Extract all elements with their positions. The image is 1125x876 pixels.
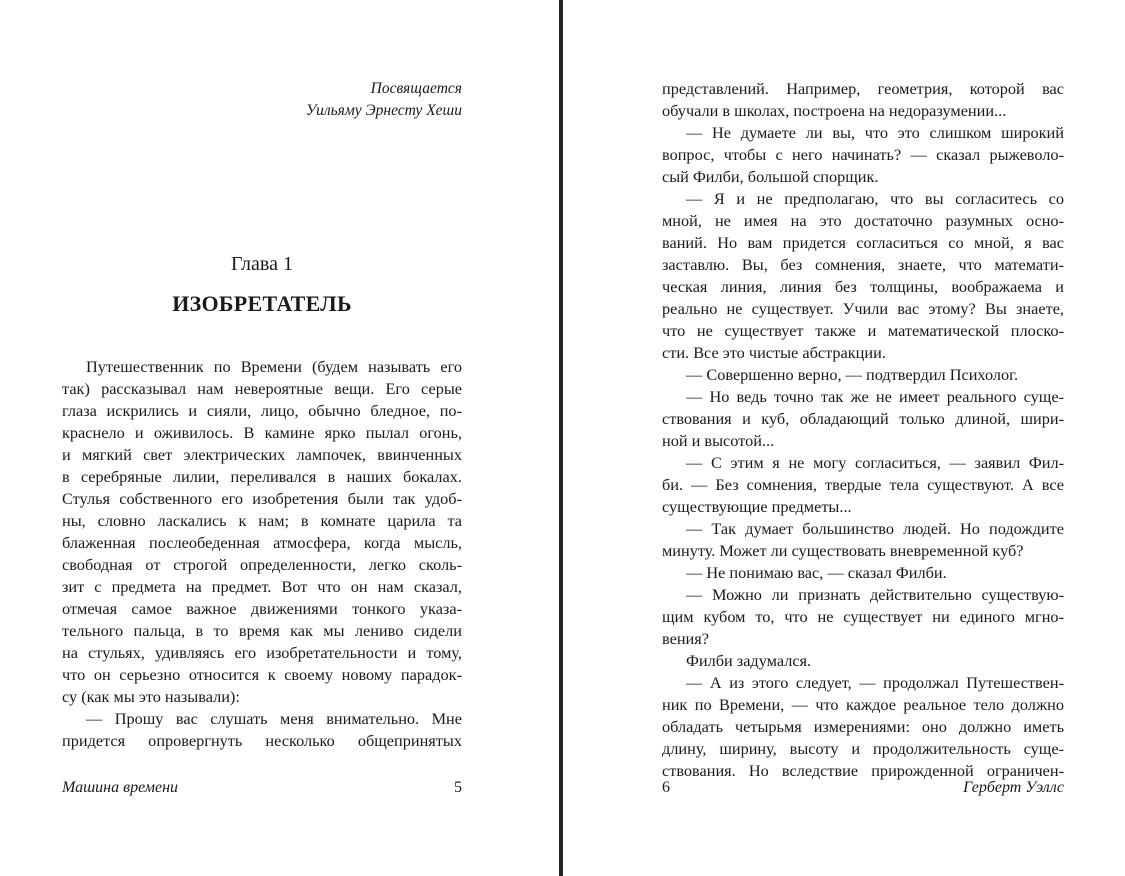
text-line: блаженная послеобеденная атмосфера, когда мысль, [62,533,462,552]
text-line: ческая линия, линия без толщины, воображаема и [662,277,1064,296]
text-line: глаза искрились и сияли, лицо, обычно бледное, по- [62,401,462,420]
text-line: минуту. Может ли существовать вневременной куб? [662,541,1024,560]
left-page [62,0,462,876]
text-line: ствования и куб, обладающий только длиной, шири- [662,409,1064,428]
text-line: сти. Все это чистые абстракции. [662,343,886,362]
page-gutter [559,0,563,876]
text-line: зит с предмета на предмет. Вот что он нам сказал, [62,577,462,596]
dedication-line: Посвящается [370,80,462,97]
text-line: ны, словно ласкались к нам; в комнате царила та [62,511,462,530]
chapter-number: Глава 1 [231,253,293,275]
text-line: мной, не имея на это достаточно разумных осно- [662,211,1064,230]
text-line: и мягкий свет электрических лампочек, ввинченных [62,445,462,464]
text-line: — Не понимаю вас, — сказал Филби. [686,563,947,582]
text-line: ник по Времени, — что каждое реальное тело должно [662,695,1064,714]
text-line: би. — Без сомнения, твердые тела существуют. А все [662,475,1064,494]
left-page-body [62,356,462,752]
footer-book-title: Машина времени [62,779,179,796]
text-line: длину, ширину, высоту и продолжительность суще- [662,739,1064,758]
page-number-right: 6 [662,779,670,796]
right-page-body [662,78,1064,782]
text-line: реально не существует. Учили вас этому? Вы знаете, [662,299,1064,318]
text-line: щим кубом то, что не существует ни единого мгно- [662,607,1064,626]
text-line: вопрос, чтобы с него начинать? — сказал рыжеволо- [662,145,1064,164]
text-line: обладать четырьмя измерениями: оно должно иметь [662,717,1064,736]
text-line: — А из этого следует, — продолжал Путешествен- [686,673,1064,692]
text-line: су (как мы это называли): [62,687,240,706]
text-line: — Но ведь точно так же не имеет реального суще- [686,387,1064,406]
text-line: представлений. Например, геометрия, которой вас [662,79,1064,98]
text-line: краснело и оживилось. В камине ярко пылал огонь, [62,423,462,442]
text-line: придется опровергнуть несколько общепринятых [62,731,462,750]
text-line: ваний. Но вам придется согласиться со мной, я вас [662,233,1064,252]
dedication-line: Уильяму Эрнесту Хеши [305,102,462,119]
text-line: Стулья собственного его изобретения были так удоб- [62,489,462,508]
text-line: что он серьезно относится к своему новому парадок- [62,665,462,684]
page-number-left: 5 [454,779,462,796]
footer-author: Герберт Уэллс [963,779,1064,796]
right-page [662,0,1064,876]
text-line: сый Филби, большой спорщик. [662,167,879,186]
text-line: на стульях, удивляясь его изобретательности и тому, [62,643,462,662]
text-line: обучали в школах, построена на недоразумении... [662,101,1007,120]
text-line: — Не думаете ли вы, что это слишком широкий [686,123,1064,142]
text-line: — С этим я не могу согласиться, — заявил Фил- [686,453,1064,472]
text-line: так) рассказывал нам невероятные вещи. Его серые [62,379,462,398]
text-line: ствования. Но вследствие прирожденной ограничен- [662,761,1064,780]
text-line: тельного пальца, в то время как мы лениво сидели [62,621,462,640]
text-line: свободная от строгой определенности, легко сколь- [62,555,462,574]
text-line: — Можно ли признать действительно существую- [686,585,1064,604]
text-line: Филби задумался. [686,651,812,670]
dedication [306,78,462,122]
text-line: — Так думает большинство людей. Но подождите [686,519,1064,538]
text-line: существующие предметы... [662,497,852,516]
text-line: заставлю. Вы, без сомнения, знаете, что математи- [662,255,1064,274]
text-line: Путешественник по Времени (будем называть его [86,357,462,376]
text-line: — Совершенно верно, — подтвердил Психолог. [686,365,1019,384]
text-line: ной и высотой... [662,431,775,450]
text-line: — Я и не предполагаю, что вы согласитесь со [686,189,1064,208]
text-line: что не существует также и математической плоско- [662,321,1064,340]
text-line: вения? [662,629,709,648]
text-line: отмечая самое важное движениями тонкого указа- [62,599,462,618]
chapter-title: ИЗОБРЕТАТЕЛЬ [172,291,352,316]
text-line: в серебряные лилии, переливался в наших бокалах. [62,467,462,486]
text-line: — Прошу вас слушать меня внимательно. Мне [86,709,462,728]
